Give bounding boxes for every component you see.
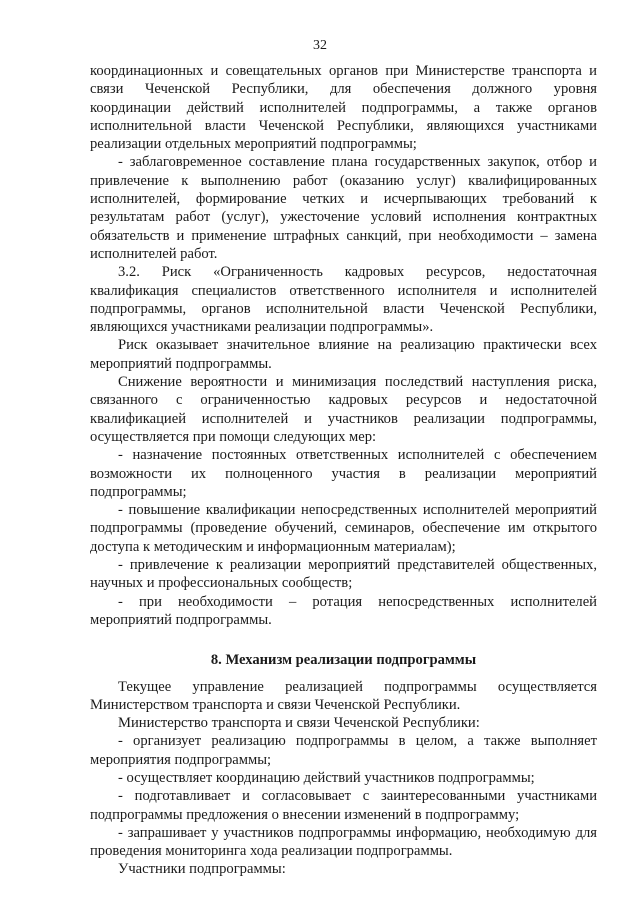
paragraph: - назначение постоянных ответственных исполнителей с обеспечением возможности их полноценного участия в реализации мероприятий подпрограммы; [90,447,597,500]
paragraph: - осуществляет координацию действий участников подпрограммы; [118,769,535,786]
paragraph: Снижение вероятности и минимизация последствий наступления риска, связанного с ограниченностью кадровых ресурсов и недостаточной квалификацией исполнителей и участников реализации подпрограммы, осуществляется при помощи следующих мер: [90,374,597,445]
paragraph: - повышение квалификации непосредственных исполнителей мероприятий подпрограммы (проведение обучений, семинаров, обеспечение им открытого доступа к методическим и информационным материалам); [90,502,597,555]
paragraph-line: связи Чеченской Республики, для обеспечения должного уровня [90,81,597,98]
paragraph: Участники подпрограммы: [118,861,286,878]
paragraph: - привлечение к реализации мероприятий представителей общественных, научных и профессиональных сообществ; [90,557,597,592]
section-heading: 8. Механизм реализации подпрограммы [210,652,477,669]
paragraph-line: исполнительной власти Чеченской Республики, являющихся участниками [90,117,597,134]
paragraph: Риск оказывает значительное влияние на реализацию практически всех мероприятий подпрограммы. [90,337,597,372]
paragraph: - при необходимости – ротация непосредственных исполнителей мероприятий подпрограммы. [90,593,597,628]
paragraph: - заблаговременное составление плана государственных закупок, отбор и привлечение к выполнению работ (оказанию услуг) квалифицированных исполнителей, формирование четких и исчерпывающих требований к результатам работ (услуг), ужесточение условий исполнения контрактных обязательств и применение штрафных санкций, при необходимости – замена исполнителей работ. [90,154,597,262]
section-7-text [90,62,597,629]
paragraph: - запрашивает у участников подпрограммы информацию, необходимую для проведения мониторинга хода реализации подпрограммы. [90,824,597,860]
paragraph-line: координации действий исполнителей подпрограммы, а также органов [90,99,597,116]
paragraph [90,62,597,153]
paragraph: - организует реализацию подпрограммы в целом, а также выполняет мероприятия подпрограммы; [90,733,597,768]
paragraph: Министерство транспорта и связи Чеченской Республики: [118,715,480,732]
section-8-text [90,678,597,879]
paragraph: Текущее управление реализацией подпрограммы осуществляется Министерством транспорта и связи Чеченской Республики. [90,678,597,713]
paragraph-line: координационных и совещательных органов при Министерстве транспорта и [90,63,597,79]
paragraph: 3.2. Риск «Ограниченность кадровых ресурсов, недостаточная квалификация специалистов ответственного исполнителя и исполнителей подпрограммы, органов исполнительной власти Чеченской Республики, являющихся участниками реализации подпрограммы». [90,264,597,336]
page-number: 32 [313,38,327,53]
paragraph: - подготавливает и согласовывает с заинтересованными участниками подпрограммы предложения о внесении изменений в подпрограмму; [90,788,597,823]
page-body [90,62,597,879]
paragraph-line: реализации отдельных мероприятий подпрограммы; [90,136,417,153]
